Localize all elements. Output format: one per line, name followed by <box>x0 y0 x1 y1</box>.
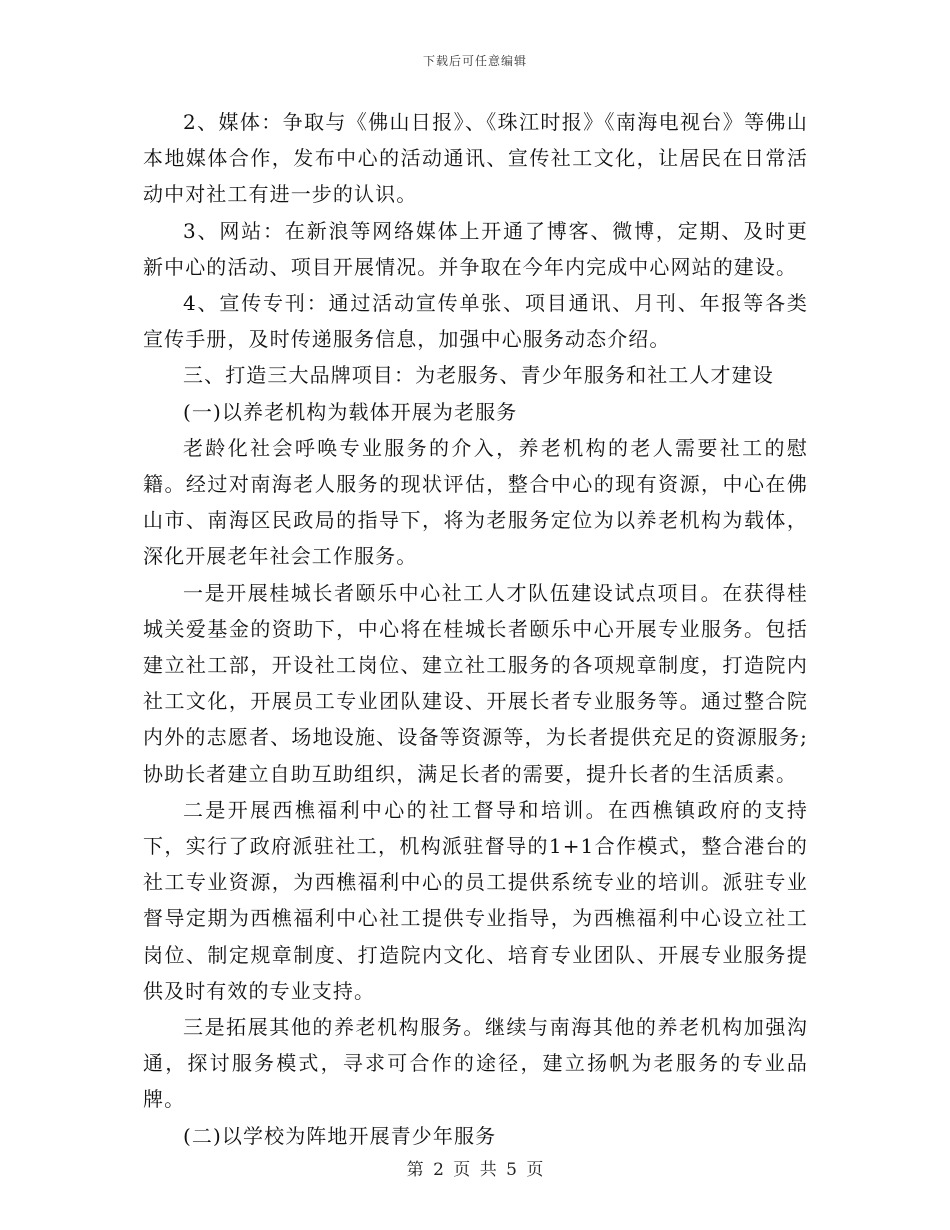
document-body <box>143 104 808 1154</box>
page-header: 下载后可任意编辑 <box>422 54 527 68</box>
subheading-elderly-service: (一)以养老机构为载体开展为老服务 <box>183 399 518 424</box>
subheading-youth-service: (二)以学校为阵地开展青少年服务 <box>183 1123 497 1148</box>
page-footer: 第 2 页 共 5 页 <box>406 1160 544 1180</box>
paragraph-media: 2、媒体：争取与《佛山日报》、《珠江时报》《南海电视台》等佛山本地媒体合作，发布中心的活动通讯、宣传社工文化，让居民在日常活动中对社工有进一步的认识。 <box>143 110 808 207</box>
paragraph-expand-services: 三是拓展其他的养老机构服务。继续与南海其他的养老机构加强沟通，探讨服务模式，寻求可合作的途径，建立扬帆为老服务的专业品牌。 <box>143 1015 808 1112</box>
paragraph-elderly-intro: 老龄化社会呼唤专业服务的介入，养老机构的老人需要社工的慰籍。经过对南海老人服务的现状评估，整合中心的现有资源，中心在佛山市、南海区民政局的指导下，将为老服务定位为以养老机构为载体，深化开展老年社会工作服务。 <box>143 435 808 569</box>
paragraph-publication: 4、宣传专刊：通过活动宣传单张、项目通讯、月刊、年报等各类宣传手册，及时传递服务信息，加强中心服务动态介绍。 <box>143 291 808 352</box>
section-heading-three-brands: 三、打造三大品牌项目：为老服务、青少年服务和社工人才建设 <box>183 363 774 388</box>
paragraph-website: 3、网站：在新浪等网络媒体上开通了博客、微博，定期、及时更新中心的活动、项目开展情况。并争取在今年内完成中心网站的建设。 <box>143 218 808 279</box>
paragraph-xiqiao-supervision: 二是开展西樵福利中心的社工督导和培训。在西樵镇政府的支持下，实行了政府派驻社工，机构派驻督导的1+1合作模式，整合港台的社工专业资源，为西樵福利中心的员工提供系统专业的培训。派驻专业督导定期为西樵福利中心社工提供专业指导，为西樵福利中心设立社工岗位、制定规章制度、打造院内文化、培育专业团队、开展专业服务提供及时有效的专业支持。 <box>143 797 808 1003</box>
paragraph-guicheng-project: 一是开展桂城长者颐乐中心社工人才队伍建设试点项目。在获得桂城关爱基金的资助下，中心将在桂城长者颐乐中心开展专业服务。包括建立社工部，开设社工岗位、建立社工服务的各项规章制度，打造院内社工文化，开展员工专业团队建设、开展长者专业服务等。通过整合院内外的志愿者、场地设施、设备等资源等，为长者提供充足的资源服务;协助长者建立自助互助组织，满足长者的需要，提升长者的生活质素。 <box>143 580 808 786</box>
